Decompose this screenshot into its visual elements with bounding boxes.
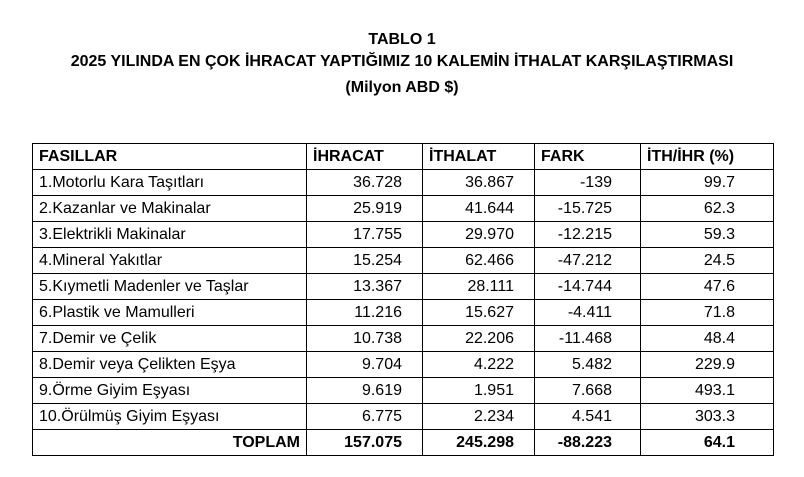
row-ratio: 59.3 bbox=[641, 222, 774, 248]
row-category: 10.Örülmüş Giyim Eşyası bbox=[33, 404, 307, 430]
table-row bbox=[33, 196, 774, 222]
row-category: 2.Kazanlar ve Makinalar bbox=[33, 196, 307, 222]
row-ratio: 47.6 bbox=[641, 274, 774, 300]
row-difference: -11.468 bbox=[535, 326, 641, 352]
row-export: 25.919 bbox=[307, 196, 423, 222]
row-export: 9.704 bbox=[307, 352, 423, 378]
table-row bbox=[33, 248, 774, 274]
total-export: 157.075 bbox=[307, 430, 423, 456]
row-difference: -12.215 bbox=[535, 222, 641, 248]
row-import: 41.644 bbox=[423, 196, 535, 222]
row-ratio: 229.9 bbox=[641, 352, 774, 378]
header-ith-ihr-ratio: İTH/İHR (%) bbox=[641, 144, 774, 170]
row-category: 3.Elektrikli Makinalar bbox=[33, 222, 307, 248]
row-import: 2.234 bbox=[423, 404, 535, 430]
row-difference: 4.541 bbox=[535, 404, 641, 430]
header-ihracat: İHRACAT bbox=[307, 144, 423, 170]
row-import: 22.206 bbox=[423, 326, 535, 352]
row-difference: 7.668 bbox=[535, 378, 641, 404]
row-export: 6.775 bbox=[307, 404, 423, 430]
row-category: 7.Demir ve Çelik bbox=[33, 326, 307, 352]
table-row bbox=[33, 170, 774, 196]
table-unit-note: (Milyon ABD $) bbox=[345, 79, 459, 96]
row-export: 10.738 bbox=[307, 326, 423, 352]
row-difference: -15.725 bbox=[535, 196, 641, 222]
row-category: 6.Plastik ve Mamulleri bbox=[33, 300, 307, 326]
table-row bbox=[33, 352, 774, 378]
header-fasillar: FASILLAR bbox=[33, 144, 307, 170]
row-import: 29.970 bbox=[423, 222, 535, 248]
total-difference: -88.223 bbox=[535, 430, 641, 456]
row-export: 17.755 bbox=[307, 222, 423, 248]
row-import: 1.951 bbox=[423, 378, 535, 404]
total-row bbox=[33, 430, 774, 456]
total-import: 245.298 bbox=[423, 430, 535, 456]
table-row bbox=[33, 378, 774, 404]
table-row bbox=[33, 300, 774, 326]
row-difference: -14.744 bbox=[535, 274, 641, 300]
row-category: 9.Örme Giyim Eşyası bbox=[33, 378, 307, 404]
table-row bbox=[33, 222, 774, 248]
row-category: 8.Demir veya Çelikten Eşya bbox=[33, 352, 307, 378]
table-row bbox=[33, 326, 774, 352]
row-import: 28.111 bbox=[423, 274, 535, 300]
row-export: 36.728 bbox=[307, 170, 423, 196]
row-category: 4.Mineral Yakıtlar bbox=[33, 248, 307, 274]
export-import-comparison-table bbox=[32, 143, 774, 456]
row-export: 9.619 bbox=[307, 378, 423, 404]
row-difference: -47.212 bbox=[535, 248, 641, 274]
row-import: 62.466 bbox=[423, 248, 535, 274]
table-row bbox=[33, 404, 774, 430]
row-difference: -4.411 bbox=[535, 300, 641, 326]
row-ratio: 71.8 bbox=[641, 300, 774, 326]
row-difference: -139 bbox=[535, 170, 641, 196]
row-ratio: 493.1 bbox=[641, 378, 774, 404]
table-header-row bbox=[33, 144, 774, 170]
row-import: 15.627 bbox=[423, 300, 535, 326]
total-label: TOPLAM bbox=[33, 430, 307, 456]
table-title: 2025 YILINDA EN ÇOK İHRACAT YAPTIĞIMIZ 10 KALEMİN İTHALAT KARŞILAŞTIRMASI bbox=[70, 53, 734, 70]
row-import: 4.222 bbox=[423, 352, 535, 378]
header-fark: FARK bbox=[535, 144, 641, 170]
header-ithalat: İTHALAT bbox=[423, 144, 535, 170]
row-difference: 5.482 bbox=[535, 352, 641, 378]
row-ratio: 303.3 bbox=[641, 404, 774, 430]
row-ratio: 48.4 bbox=[641, 326, 774, 352]
row-category: 5.Kıymetli Madenler ve Taşlar bbox=[33, 274, 307, 300]
row-export: 15.254 bbox=[307, 248, 423, 274]
row-import: 36.867 bbox=[423, 170, 535, 196]
row-ratio: 62.3 bbox=[641, 196, 774, 222]
row-ratio: 24.5 bbox=[641, 248, 774, 274]
row-ratio: 99.7 bbox=[641, 170, 774, 196]
table-caption-number: TABLO 1 bbox=[368, 31, 436, 48]
total-ratio: 64.1 bbox=[641, 430, 774, 456]
row-category: 1.Motorlu Kara Taşıtları bbox=[33, 170, 307, 196]
table-row bbox=[33, 274, 774, 300]
row-export: 11.216 bbox=[307, 300, 423, 326]
row-export: 13.367 bbox=[307, 274, 423, 300]
